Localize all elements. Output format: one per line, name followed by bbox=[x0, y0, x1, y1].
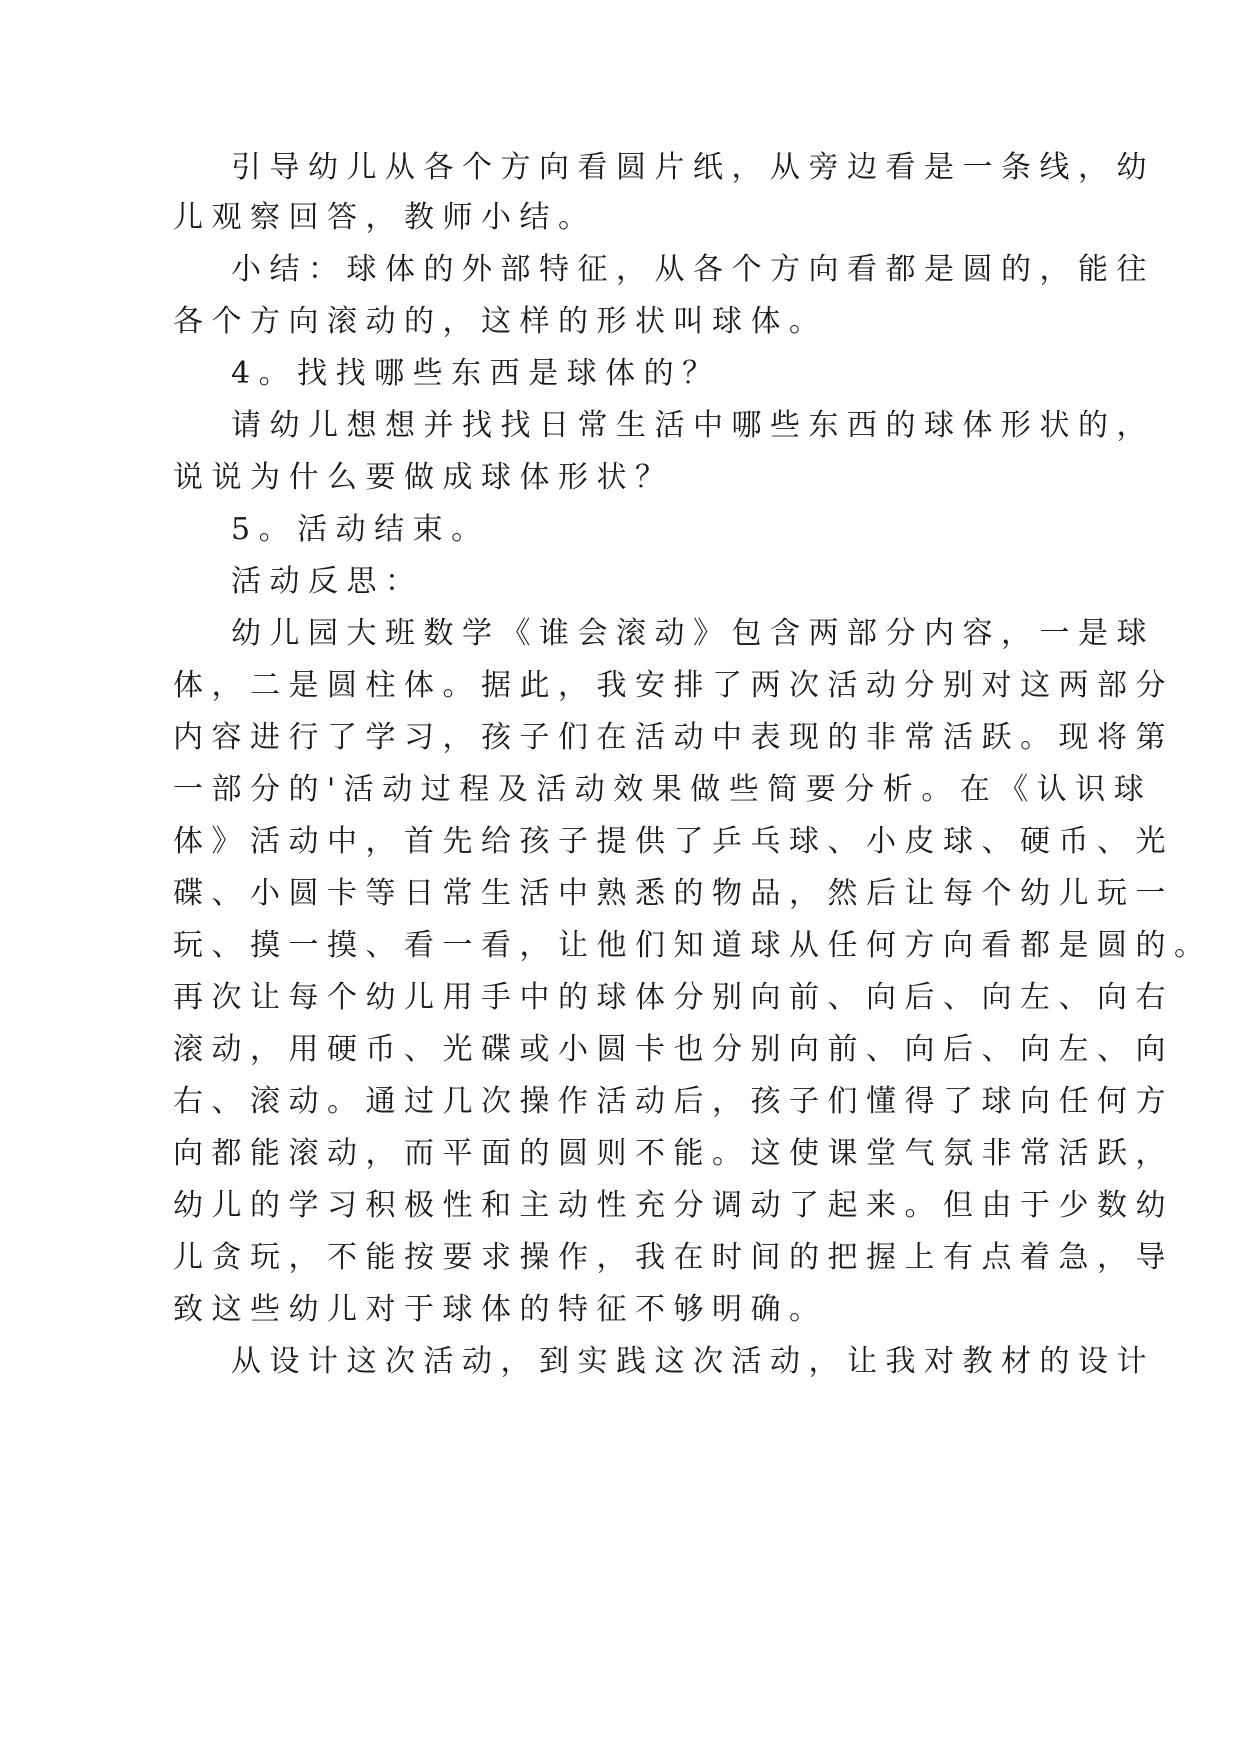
text-line: 从设计这次活动，到实践这次活动，让我对教材的设计 bbox=[231, 1344, 1155, 1379]
text-line: 各个方向滚动的，这样的形状叫球体。 bbox=[173, 304, 828, 339]
text-line: 内容进行了学习，孩子们在活动中表现的非常活跃。现将第 bbox=[173, 720, 1174, 755]
text-line: 滚动，用硬币、光碟或小圆卡也分别向前、向后、向左、向 bbox=[173, 1032, 1174, 1067]
text-line: 5。活动结束。 bbox=[231, 512, 490, 547]
text-line: 活动反思： bbox=[231, 564, 424, 599]
text-line: 引导幼儿从各个方向看圆片纸，从旁边看是一条线，幼 bbox=[231, 150, 1155, 185]
text-line: 儿观察回答，教师小结。 bbox=[173, 200, 597, 235]
text-line: 体》活动中，首先给孩子提供了乒乓球、小皮球、硬币、光 bbox=[173, 824, 1174, 859]
text-line: 幼儿的学习积极性和主动性充分调动了起来。但由于少数幼 bbox=[173, 1188, 1174, 1223]
text-line: 向都能滚动，而平面的圆则不能。这使课堂气氛非常活跃， bbox=[173, 1136, 1174, 1171]
text-line: 碟、小圆卡等日常生活中熟悉的物品，然后让每个幼儿玩一 bbox=[173, 876, 1174, 911]
text-line: 幼儿园大班数学《谁会滚动》包含两部分内容，一是球 bbox=[231, 616, 1155, 651]
text-line: 玩、摸一摸、看一看，让他们知道球从任何方向看都是圆的。 bbox=[173, 928, 1213, 963]
text-line: 一部分的'活动过程及活动效果做些简要分析。在《认识球 bbox=[173, 772, 1153, 807]
text-line: 致这些幼儿对于球体的特征不够明确。 bbox=[173, 1292, 828, 1327]
text-line: 小结：球体的外部特征，从各个方向看都是圆的，能往 bbox=[231, 252, 1155, 287]
text-line: 说说为什么要做成球体形状？ bbox=[173, 460, 674, 495]
text-line: 右、滚动。通过几次操作活动后，孩子们懂得了球向任何方 bbox=[173, 1084, 1174, 1119]
text-line: 儿贪玩，不能按要求操作，我在时间的把握上有点着急，导 bbox=[173, 1240, 1174, 1275]
text-line: 体，二是圆柱体。据此，我安排了两次活动分别对这两部分 bbox=[173, 668, 1174, 703]
text-line: 4。找找哪些东西是球体的？ bbox=[231, 356, 721, 391]
text-line: 再次让每个幼儿用手中的球体分别向前、向后、向左、向右 bbox=[173, 980, 1174, 1015]
text-line: 请幼儿想想并找找日常生活中哪些东西的球体形状的， bbox=[231, 408, 1155, 443]
